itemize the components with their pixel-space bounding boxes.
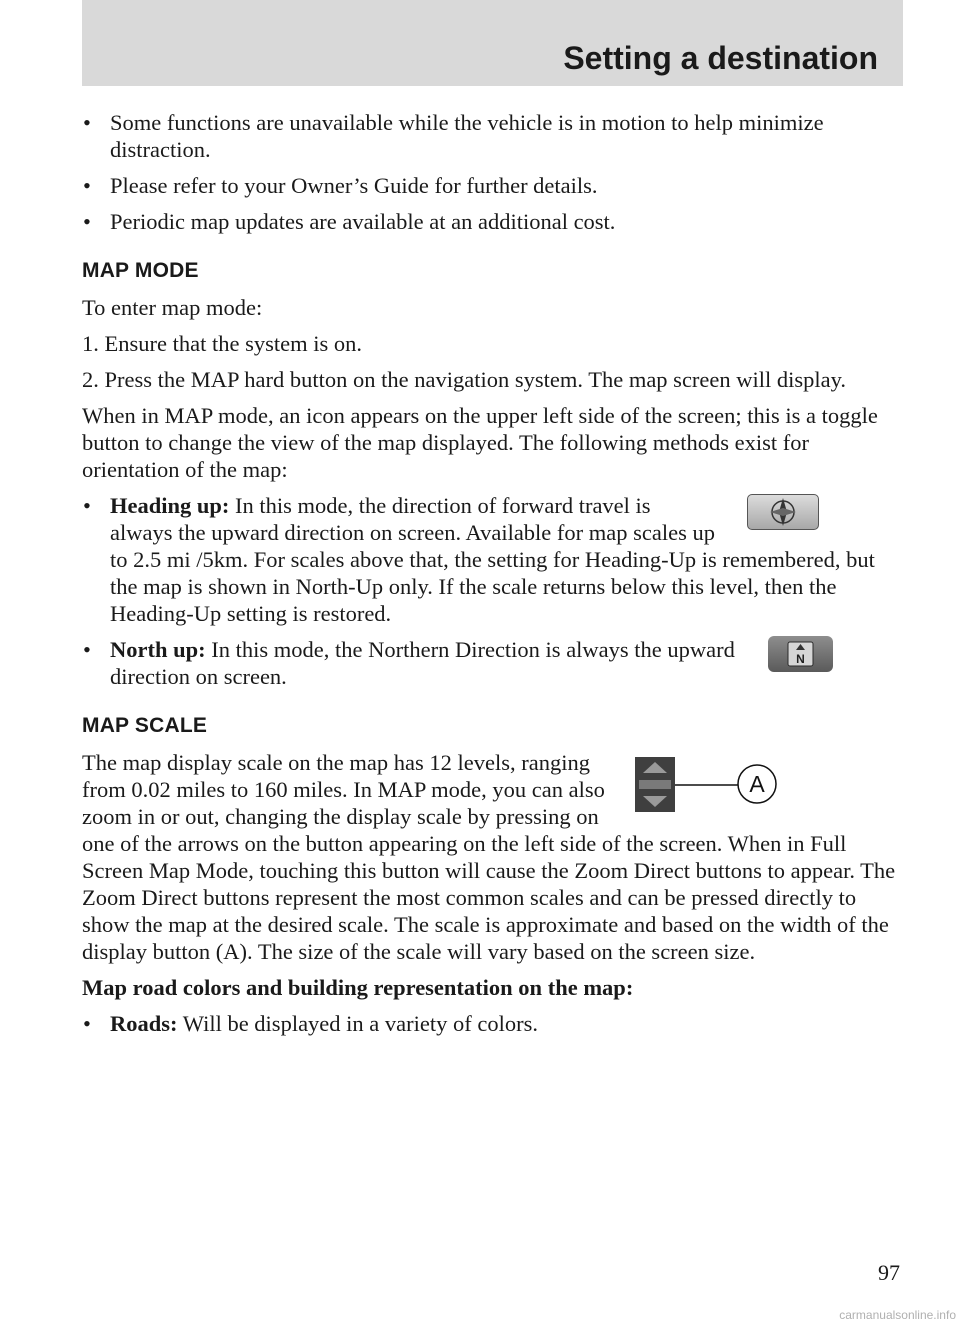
bullet-dot: • [83, 493, 91, 518]
roads-text: Will be displayed in a variety of colors. [177, 1011, 538, 1036]
bullet-item [82, 172, 903, 199]
roads-item [82, 1010, 903, 1037]
map-mode-heading: MAP MODE [82, 259, 199, 282]
road-colors-heading: Map road colors and building representation on the map: [82, 975, 634, 1000]
bullet-dot: • [83, 173, 91, 198]
bullet-dot: • [83, 209, 91, 234]
north-up-label: North up: [110, 637, 206, 662]
roads-label: Roads: [110, 1011, 178, 1036]
map-scale-block [82, 749, 903, 965]
page-content [82, 109, 903, 1046]
step-1: 1. Ensure that the system is on. [82, 331, 362, 356]
map-scale-text: The map display scale on the map has 12 levels, ranging from 0.02 miles to 160 miles. In MAP mode, you can also zoom in or out, changing the display scale by pressing on one of the arrows on the button appearing on the left side of the screen. When in Full Screen Map Mode, touching this button will cause the Zoom Direct buttons to appear. The Zoom Direct buttons represent the most common scales and can be pressed directly to show the map at the desired scale. The scale is approximate and based on the width of the display button (A). The size of the scale will vary based on the screen size. [82, 750, 896, 964]
bullet-text: Some functions are unavailable while the vehicle is in motion to help minimize distraction. [110, 110, 824, 162]
bullet-item [82, 109, 903, 163]
heading-up-label: Heading up: [110, 493, 230, 518]
north-up-item [82, 636, 903, 690]
compass-icon [747, 494, 819, 530]
bullet-dot: • [83, 110, 91, 135]
map-mode-intro: To enter map mode: [82, 295, 263, 320]
bullet-text: Periodic map updates are available at an additional cost. [110, 209, 616, 234]
zoom-figure [635, 757, 903, 817]
step-2: 2. Press the MAP hard button on the navigation system. The map screen will display. [82, 367, 847, 392]
north-letter: N [796, 652, 805, 666]
section-title: Setting a destination [563, 40, 878, 76]
heading-up-item [82, 492, 903, 627]
north-up-figure [768, 636, 833, 672]
callout-leader [635, 757, 903, 817]
heading-up-figure [747, 494, 819, 530]
bullet-dot: • [83, 1011, 91, 1036]
map-scale-heading: MAP SCALE [82, 714, 208, 737]
callout-letter: A [749, 771, 765, 797]
heading-up-text: In this mode, the direction of forward travel is always the upward direction on screen. Available for map scales up to 2.5 mi /5km. For scales above that, the setting for Heading-Up is remembered, but the map is shown in North-Up only. If the scale returns below this level, then the Heading-Up setting is restored. [110, 493, 875, 626]
watermark: carmanualsonline.info [839, 1308, 956, 1322]
bullet-item [82, 208, 903, 235]
page-number: 97 [878, 1260, 900, 1285]
north-up-text: In this mode, the Northern Direction is always the upward direction on screen. [110, 637, 735, 689]
north-up-icon [768, 636, 833, 672]
bullet-dot: • [83, 637, 91, 662]
map-mode-description: When in MAP mode, an icon appears on the upper left side of the screen; this is a toggle button to change the view of the map displayed. The following methods exist for orientation of the map: [82, 403, 878, 482]
bullet-text: Please refer to your Owner’s Guide for further details. [110, 173, 598, 198]
